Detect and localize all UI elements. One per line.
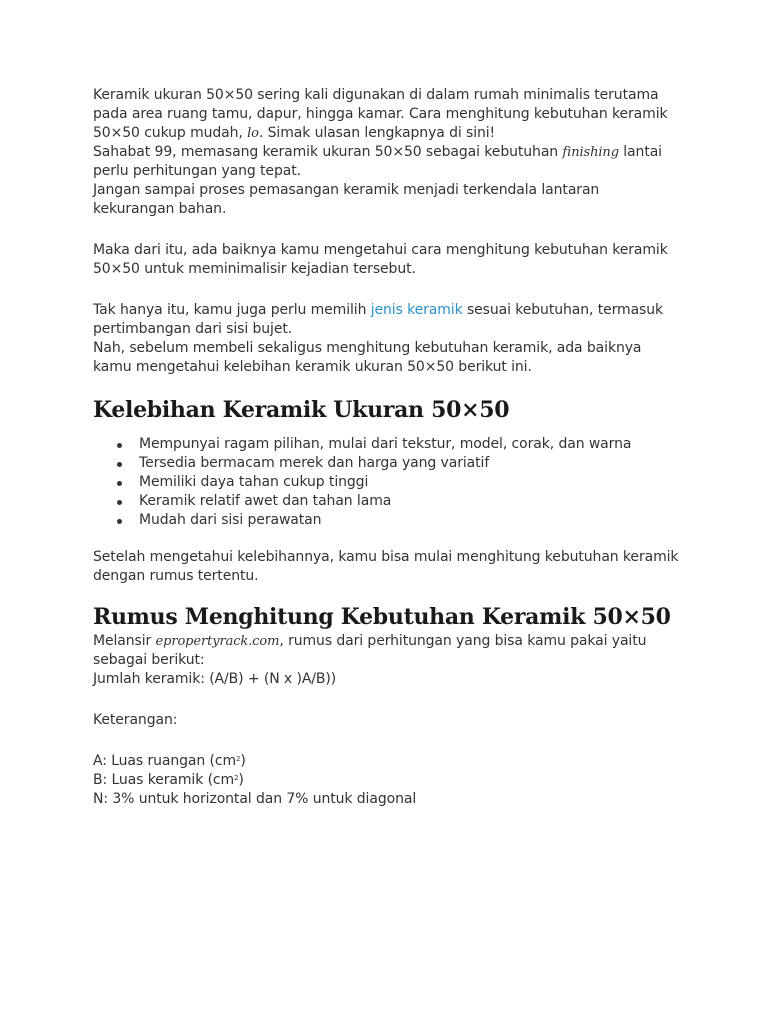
- keterangan-label: Keterangan:: [93, 712, 178, 728]
- section-heading-rumus: Rumus Menghitung Kebutuhan Keramik 50×50: [93, 604, 671, 630]
- legend-n: N: 3% untuk horizontal dan 7% untuk diagonal: [93, 791, 417, 807]
- source-site-name: epropertyrack.com: [155, 634, 280, 649]
- section2-p1-text-b: , rumus dari perhitungan yang bisa kamu pakai yaitu sebagai berikut:: [93, 633, 647, 668]
- list-item: Tersedia bermacam merek dan harga yang variatif: [139, 454, 683, 473]
- legend-b: [93, 771, 683, 790]
- intro-paragraph-2: [93, 143, 683, 181]
- jenis-keramik-link[interactable]: jenis keramik: [370, 302, 463, 318]
- legend-a: [93, 752, 683, 771]
- spacer: [93, 689, 683, 711]
- list-item: Mempunyai ragam pilihan, mulai dari tekstur, model, corak, dan warna: [139, 435, 683, 454]
- intro-p5-text-a: Tak hanya itu, kamu juga perlu memilih: [93, 302, 371, 318]
- spacer: [93, 730, 683, 752]
- close-paren: ): [238, 772, 244, 788]
- intro-paragraph-4: Maka dari itu, ada baiknya kamu mengetahui cara menghitung kebutuhan keramik 50×50 untuk meminimalisir kejadian tersebut.: [93, 242, 668, 277]
- legend-a-text: A: Luas ruangan (cm: [93, 753, 237, 769]
- spacer: [93, 279, 683, 301]
- intro-paragraph-5: [93, 301, 683, 339]
- section2-paragraph-1: [93, 632, 683, 670]
- superscript: 2: [234, 774, 239, 782]
- intro-paragraph-6: Nah, sebelum membeli sekaligus menghitung kebutuhan keramik, ada baiknya kamu mengetahui kelebihan keramik ukuran 50×50 berikut ini.: [93, 340, 642, 375]
- intro-p1-text-a: Keramik ukuran 50×50 sering kali digunakan di dalam rumah minimalis terutama pada area ruang tamu, dapur, hingga kamar. Cara menghitung kebutuhan keramik 50×50 cukup mudah,: [93, 87, 668, 141]
- kelebihan-list: [93, 435, 683, 530]
- spacer: [93, 530, 683, 548]
- article-body: [93, 86, 683, 809]
- intro-p1-text-b: . Simak ulasan lengkapnya di sini!: [258, 125, 496, 141]
- close-paren: ): [240, 753, 246, 769]
- intro-p1-emphasis: lo: [247, 126, 259, 141]
- section2-p1-text-a: Melansir: [93, 633, 156, 649]
- intro-paragraph-1: [93, 86, 683, 143]
- list-item: Keramik relatif awet dan tahan lama: [139, 492, 683, 511]
- intro-p2-text-b: lantai perlu perhitungan yang tepat.: [93, 144, 662, 179]
- intro-paragraph-3: Jangan sampai proses pemasangan keramik menjadi terkendala lantaran kekurangan bahan.: [93, 182, 600, 217]
- superscript: 2: [236, 755, 241, 763]
- spacer: [93, 219, 683, 241]
- intro-p5-text-b: sesuai kebutuhan, termasuk pertimbangan dari sisi bujet.: [93, 302, 664, 337]
- section1-after-paragraph: Setelah mengetahui kelebihannya, kamu bisa mulai menghitung kebutuhan keramik dengan rumus tertentu.: [93, 549, 679, 584]
- legend-b-text: B: Luas keramik (cm: [93, 772, 235, 788]
- section-heading-kelebihan: Kelebihan Keramik Ukuran 50×50: [93, 397, 510, 423]
- intro-p2-emphasis: finishing: [562, 145, 619, 160]
- list-item: Memiliki daya tahan cukup tinggi: [139, 473, 683, 492]
- list-item: Mudah dari sisi perawatan: [139, 511, 683, 530]
- formula-text: Jumlah keramik: (A/B) + (N x )A/B)): [93, 671, 337, 687]
- intro-p2-text-a: Sahabat 99, memasang keramik ukuran 50×50 sebagai kebutuhan: [93, 144, 563, 160]
